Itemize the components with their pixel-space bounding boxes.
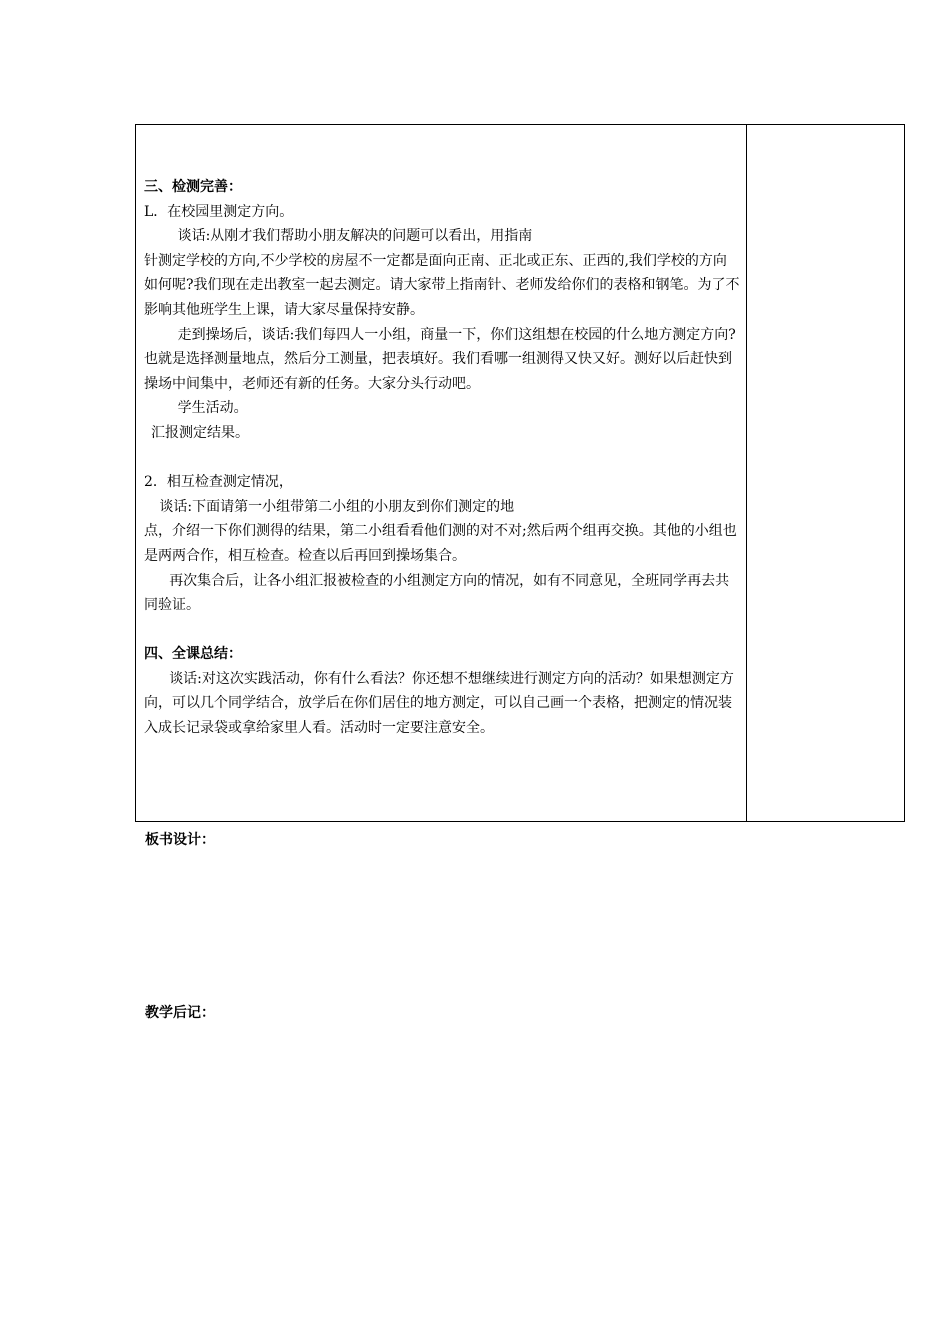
table-column-divider xyxy=(746,124,747,822)
section3-item1: L．在校园里测定方向。 xyxy=(144,203,294,220)
section3-p6: 再次集合后，让各小组汇报被检查的小组测定方向的情况，如有不同意见，全班同学再去共同验证。 xyxy=(144,572,730,614)
section3-p2: 走到操场后，谈话:我们每四人一小组，商量一下，你们这组想在校园的什么地方测定方向?也就是选择测量地点，然后分工测量，把表填好。我们看哪一组测得又快又好。测好以后赶快到操场中间集中，老师还有新的任务。大家分头行动吧。 xyxy=(144,326,736,392)
teaching-notes-label: 教学后记： xyxy=(145,1005,215,1021)
section3-p1-line3: 影响其他班学生上课，请大家尽量保持安静。 xyxy=(144,301,424,318)
section3-heading: 三、检测完善： xyxy=(144,179,242,195)
spacer xyxy=(144,446,740,471)
section3-p1-line2: 针测定学校的方向,不少学校的房屋不一定都是面向正南、正北或正东、正西的,我们学校的方向如何呢?我们现在走出教室一起去测定。请大家带上指南针、老师发给你们的表格和钢笔。为了不 xyxy=(144,252,740,294)
board-design-label: 板书设计： xyxy=(145,832,215,848)
section3-p4: 汇报测定结果。 xyxy=(151,424,249,441)
section3-p1-line1: 谈话:从刚才我们帮助小朋友解决的问题可以看出，用指南 xyxy=(177,228,533,245)
lesson-content-cell xyxy=(144,175,740,741)
section3-p5-line1: 谈话:下面请第一小组带第二小组的小朋友到你们测定的地 xyxy=(159,498,515,515)
section3-p3: 学生活动。 xyxy=(177,400,248,417)
spacer xyxy=(144,618,740,643)
section4-p1: 谈话:对这次实践活动，你有什么看法？你还想不想继续进行测定方向的活动？如果想测定方向，可以几个同学结合，放学后在你们居住的地方测定，可以自己画一个表格，把测定的情况装入成长记录袋或拿给家里人看。活动时一定要注意安全。 xyxy=(144,670,734,737)
section3-p5-line2: 点，介绍一下你们测得的结果，第二小组看看他们测的对不对;然后两个组再交换。其他的小组也是两两合作，相互检查。检查以后再回到操场集合。 xyxy=(144,523,737,564)
section3-item2: 2．相互检查测定情况， xyxy=(144,474,293,491)
section4-heading: 四、全课总结： xyxy=(144,646,242,663)
